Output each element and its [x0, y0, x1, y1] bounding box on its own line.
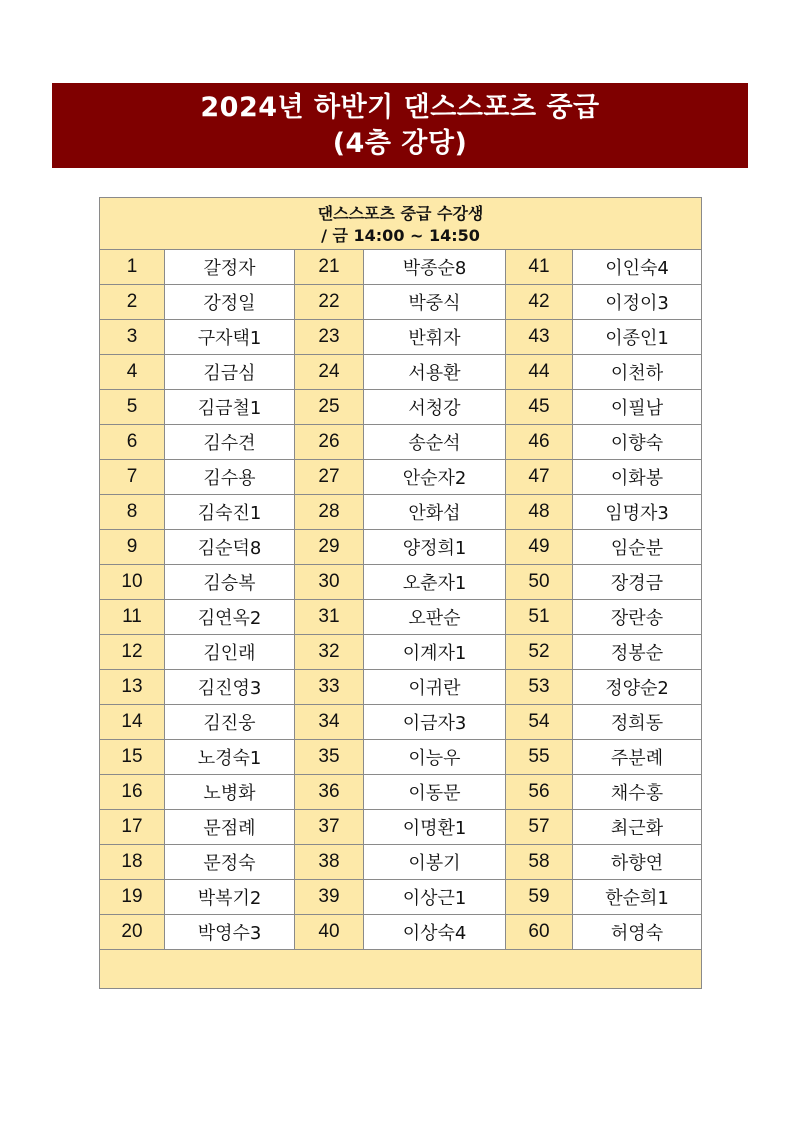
student-name: 김순덕8 [165, 530, 295, 565]
student-number: 4 [100, 355, 165, 390]
table-row [100, 390, 702, 425]
student-number: 53 [506, 670, 573, 705]
student-name: 이천하 [573, 355, 702, 390]
student-name: 채수홍 [573, 775, 702, 810]
table-header-title: 댄스스포츠 중급 수강생 [317, 203, 484, 223]
student-number: 33 [295, 670, 364, 705]
table-row [100, 705, 702, 740]
student-number: 16 [100, 775, 165, 810]
student-name: 양정희1 [364, 530, 506, 565]
student-name: 박종순8 [364, 250, 506, 285]
student-number: 42 [506, 285, 573, 320]
table-row [100, 880, 702, 915]
student-name: 김숙진1 [165, 495, 295, 530]
student-name: 김금심 [165, 355, 295, 390]
student-name: 이명환1 [364, 810, 506, 845]
page-subtitle-location: (4층 강당) [332, 128, 468, 159]
student-name: 노병화 [165, 775, 295, 810]
table-row [100, 600, 702, 635]
student-number: 18 [100, 845, 165, 880]
student-number: 36 [295, 775, 364, 810]
student-number: 3 [100, 320, 165, 355]
student-name: 문점례 [165, 810, 295, 845]
table-footer [100, 950, 702, 989]
student-number: 8 [100, 495, 165, 530]
student-number: 29 [295, 530, 364, 565]
student-name: 이계자1 [364, 635, 506, 670]
table-footer-row [100, 950, 702, 989]
student-name: 강정일 [165, 285, 295, 320]
student-name: 이봉기 [364, 845, 506, 880]
student-number: 55 [506, 740, 573, 775]
student-name: 김금철1 [165, 390, 295, 425]
student-name: 반휘자 [364, 320, 506, 355]
student-name: 김진웅 [165, 705, 295, 740]
title-banner [52, 83, 748, 168]
student-number: 56 [506, 775, 573, 810]
student-name: 박영수3 [165, 915, 295, 950]
student-name: 박중식 [364, 285, 506, 320]
table-row [100, 285, 702, 320]
student-name: 주분례 [573, 740, 702, 775]
table-row [100, 460, 702, 495]
student-name: 이화봉 [573, 460, 702, 495]
student-name: 장경금 [573, 565, 702, 600]
table-row [100, 530, 702, 565]
student-name: 장란송 [573, 600, 702, 635]
student-number: 38 [295, 845, 364, 880]
student-name: 서용환 [364, 355, 506, 390]
student-name: 이종인1 [573, 320, 702, 355]
student-name: 이동문 [364, 775, 506, 810]
student-name: 이인숙4 [573, 250, 702, 285]
table-row [100, 495, 702, 530]
table-row [100, 775, 702, 810]
student-name: 김진영3 [165, 670, 295, 705]
student-name: 이귀란 [364, 670, 506, 705]
student-name: 허영숙 [573, 915, 702, 950]
student-name: 오춘자1 [364, 565, 506, 600]
student-number: 43 [506, 320, 573, 355]
student-number: 21 [295, 250, 364, 285]
student-number: 44 [506, 355, 573, 390]
student-number: 58 [506, 845, 573, 880]
student-name: 김수용 [165, 460, 295, 495]
student-number: 20 [100, 915, 165, 950]
student-number: 47 [506, 460, 573, 495]
student-name: 구자택1 [165, 320, 295, 355]
roster-body [100, 198, 702, 989]
student-number: 30 [295, 565, 364, 600]
student-number: 57 [506, 810, 573, 845]
student-number: 28 [295, 495, 364, 530]
student-number: 40 [295, 915, 364, 950]
student-number: 7 [100, 460, 165, 495]
student-number: 11 [100, 600, 165, 635]
student-number: 26 [295, 425, 364, 460]
student-number: 2 [100, 285, 165, 320]
student-name: 하향연 [573, 845, 702, 880]
student-number: 14 [100, 705, 165, 740]
student-name: 이상근1 [364, 880, 506, 915]
student-name: 김인래 [165, 635, 295, 670]
student-number: 13 [100, 670, 165, 705]
student-number: 51 [506, 600, 573, 635]
student-name: 이상숙4 [364, 915, 506, 950]
table-row [100, 670, 702, 705]
student-name: 안화섭 [364, 495, 506, 530]
student-name: 정희동 [573, 705, 702, 740]
student-name: 박복기2 [165, 880, 295, 915]
student-name: 오판순 [364, 600, 506, 635]
table-row [100, 250, 702, 285]
page-title: 2024년 하반기 댄스스포츠 중급 [200, 92, 600, 123]
student-name: 임순분 [573, 530, 702, 565]
student-number: 54 [506, 705, 573, 740]
table-row [100, 320, 702, 355]
student-number: 39 [295, 880, 364, 915]
table-header-schedule: / 금 14:00 ~ 14:50 [321, 225, 480, 245]
student-name: 송순석 [364, 425, 506, 460]
student-number: 15 [100, 740, 165, 775]
student-name: 서청강 [364, 390, 506, 425]
student-name: 안순자2 [364, 460, 506, 495]
table-row [100, 810, 702, 845]
student-name: 김승복 [165, 565, 295, 600]
student-number: 19 [100, 880, 165, 915]
table-row [100, 425, 702, 460]
student-roster-table [99, 197, 702, 989]
student-number: 60 [506, 915, 573, 950]
student-number: 9 [100, 530, 165, 565]
student-number: 59 [506, 880, 573, 915]
student-number: 22 [295, 285, 364, 320]
student-number: 10 [100, 565, 165, 600]
student-number: 45 [506, 390, 573, 425]
student-number: 23 [295, 320, 364, 355]
table-header-row [100, 198, 702, 250]
student-number: 50 [506, 565, 573, 600]
student-name: 이금자3 [364, 705, 506, 740]
student-number: 37 [295, 810, 364, 845]
student-number: 1 [100, 250, 165, 285]
student-name: 갈정자 [165, 250, 295, 285]
student-name: 최근화 [573, 810, 702, 845]
student-number: 31 [295, 600, 364, 635]
student-number: 52 [506, 635, 573, 670]
student-number: 48 [506, 495, 573, 530]
student-name: 정양순2 [573, 670, 702, 705]
student-name: 김수견 [165, 425, 295, 460]
student-number: 49 [506, 530, 573, 565]
student-name: 임명자3 [573, 495, 702, 530]
student-name: 김연옥2 [165, 600, 295, 635]
student-name: 이향숙 [573, 425, 702, 460]
student-name: 이능우 [364, 740, 506, 775]
student-name: 이필남 [573, 390, 702, 425]
student-name: 이정이3 [573, 285, 702, 320]
student-number: 46 [506, 425, 573, 460]
table-row [100, 355, 702, 390]
student-number: 27 [295, 460, 364, 495]
student-number: 25 [295, 390, 364, 425]
student-name: 정봉순 [573, 635, 702, 670]
student-number: 24 [295, 355, 364, 390]
student-name: 노경숙1 [165, 740, 295, 775]
student-name: 문정숙 [165, 845, 295, 880]
student-name: 한순희1 [573, 880, 702, 915]
table-header [100, 198, 702, 250]
table-row [100, 635, 702, 670]
table-row [100, 845, 702, 880]
student-number: 34 [295, 705, 364, 740]
student-number: 17 [100, 810, 165, 845]
student-number: 6 [100, 425, 165, 460]
student-number: 32 [295, 635, 364, 670]
table-row [100, 565, 702, 600]
table-row [100, 915, 702, 950]
student-number: 12 [100, 635, 165, 670]
student-number: 35 [295, 740, 364, 775]
table-row [100, 740, 702, 775]
student-number: 41 [506, 250, 573, 285]
student-number: 5 [100, 390, 165, 425]
